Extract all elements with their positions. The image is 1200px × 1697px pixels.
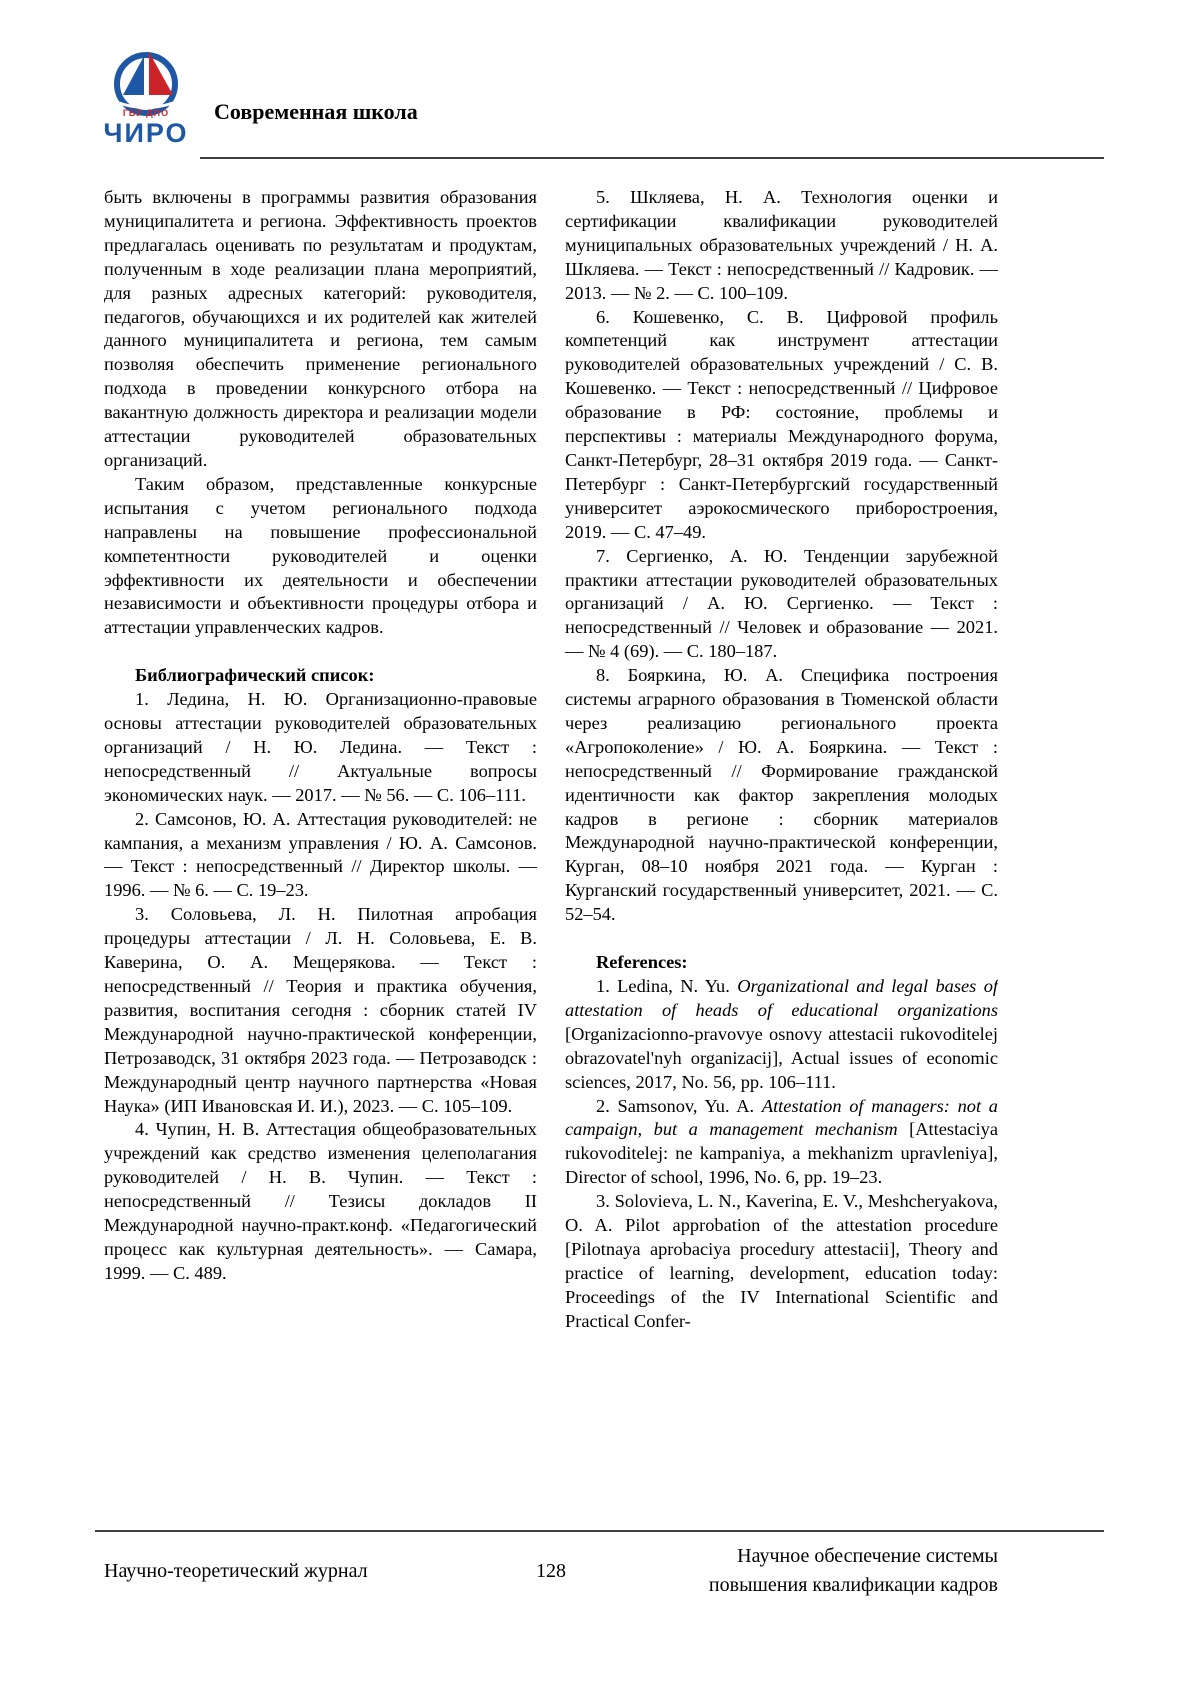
left-column: [104, 186, 537, 1524]
reference-title-italic: Organizational and legal bases of attestation of heads of educational organizations: [565, 976, 998, 1020]
chiro-logo: [98, 48, 194, 149]
logo-subtext: ГБУ ДПО: [122, 108, 170, 118]
running-title: [596, 1542, 998, 1600]
right-column: [565, 186, 998, 1524]
bibliography-heading: Библиографический список:: [135, 665, 375, 686]
running-title-line1: Научное обеспечение системы: [737, 1545, 998, 1567]
body-paragraph: Таким образом, представленные конкурсные испытания с учетом регионального подхода направлены на повышение профессиональной компетентности руководителей и оценки эффективности их деятельности и обеспечении независимости и объективности процедуры отбора и аттестации управленческих кадров.: [104, 473, 537, 638]
page-footer: [104, 1542, 998, 1600]
reference-title-italic: Attestation of managers: not a campaign, but a management mechanism: [565, 1095, 998, 1140]
body-paragraph: быть включены в программы развития образования муниципалитета и региона. Эффективность проектов предлагалась оценивать по результатам и продуктам, полученным в ходе реализации плана мероприятий, для разных адресных категорий: руководителя, педагогов, обучающихся и их родителей как жителей данного муниципалитета и региона, тем самым позволяя обеспечить применение регионального подхода в проведении конкурсного отбора на вакантную должность директора и реализации модели аттестации руководителей образовательных организаций.: [104, 187, 537, 470]
reference-text: 3. Solovieva, L. N., Kaverina, E. V., Meshcheryakova, O. A. Pilot approbation of the attestation procedure [Pilotnaya aprobaciya procedury attestacii], Theory and practice of learning, development, education today: Proceedings of the IV International Scientific and Practical Confer-: [565, 1191, 998, 1331]
reference-text: 1. Ledina, N. Yu.: [596, 976, 738, 996]
page-number: 128: [536, 1559, 566, 1582]
header-divider: [200, 157, 1104, 159]
logo-text: ЧИРО: [103, 118, 189, 148]
reference-item-en: [565, 1190, 998, 1333]
journal-title: Современная школа: [214, 99, 418, 124]
reference-text: [Attestaciya rukovoditelej: ne kampaniya, a mekhanizm upravleniya], Director of school, 1996, No. 6, pp. 19–23.: [565, 1119, 998, 1188]
reference-text: [Organizacionno-pravovye osnovy attestacii rukovoditelej obrazovatel'nyh organizacij], Actual issues of economic sciences, 2017, No. 56, pp. 106–111.: [565, 1023, 998, 1092]
reference-item: 4. Чупин, Н. В. Аттестация общеобразовательных учреждений как средство изменения целеполагания руководителей / Н. В. Чупин. — Текст : непосредственный // Тезисы докладов II Международной научно-практ.конф. «Педагогический процесс как культурная деятельность». — Самара, 1999. — С. 489.: [104, 1119, 537, 1283]
reference-item: 3. Соловьева, Л. Н. Пилотная апробация процедуры аттестации / Л. Н. Соловьева, Е. В. Каверина, О. А. Мещерякова. — Текст : непосредственный // Теория и практика обучения, развития, воспитания сегодня : сборник статей IV Международной научно-практической конференции, Петрозаводск, 31 октября 2023 года. — Петрозаводск : Международный центр научного партнерства «Новая Наука» (ИП Ивановская И. И.), 2023. — С. 105–109.: [104, 904, 537, 1116]
reference-item: 1. Ледина, Н. Ю. Организационно-правовые основы аттестации руководителей образовательных организаций / Н. Ю. Ледина. — Текст : непосредственный // Актуальные вопросы экономических наук. — 2017. — № 56. — С. 106–111.: [104, 689, 537, 805]
reference-item: 8. Бояркина, Ю. А. Специфика построения системы аграрного образования в Тюменской области через реализацию регионального проекта «Агропоколение» / Ю. А. Бояркина. — Текст : непосредственный // Формирование гражданской идентичности как фактор закрепления молодых кадров в регионе : сборник материалов Международной научно-практической конференции, Курган, 08–10 ноября 2021 года. — Курган : Курганский государственный университет, 2021. — С. 52–54.: [565, 665, 998, 925]
reference-item: 2. Самсонов, Ю. А. Аттестация руководителей: не кампания, а механизм управления / Ю. А. Самсонов. — Текст : непосредственный // Директор школы. — 1996. — № 6. — С. 19–23.: [104, 808, 537, 901]
reference-text: 2. Samsonov, Yu. A.: [596, 1095, 762, 1116]
reference-item-en: [565, 975, 998, 1095]
reference-item-en: [565, 1095, 998, 1191]
reference-item: 5. Шкляева, Н. А. Технология оценки и сертификации квалификации руководителей муниципальных образовательных учреждений / Н. А. Шкляева. — Текст : непосредственный // Кадровик. — 2013. — № 2. — С. 100–109.: [565, 187, 998, 303]
article-body: [104, 186, 998, 1524]
running-title-line2: повышения квалификации кадров: [708, 1574, 998, 1596]
reference-item: 6. Кошевенко, С. В. Цифровой профиль компетенций как инструмент аттестации руководителей образовательных учреждений / С. В. Кошевенко. — Текст : непосредственный // Цифровое образование в РФ: состояние, проблемы и перспективы : материалы Международного форума, Санкт-Петербург, 28–31 октября 2019 года. — Санкт-Петербург : Санкт-Петербургский государственный университет аэрокосмического приборостроения, 2019. — С. 47–49.: [565, 306, 998, 542]
footer-divider: [95, 1530, 1104, 1532]
references-heading: References:: [596, 952, 688, 973]
journal-type-label: Научно-теоретический журнал: [104, 1559, 368, 1582]
reference-item: 7. Сергиенко, А. Ю. Тенденции зарубежной практики аттестации руководителей образовательных организаций / А. Ю. Сергиенко. — Текст : непосредственный // Человек и образование — 2021. — № 4 (69). — С. 180–187.: [565, 545, 998, 662]
